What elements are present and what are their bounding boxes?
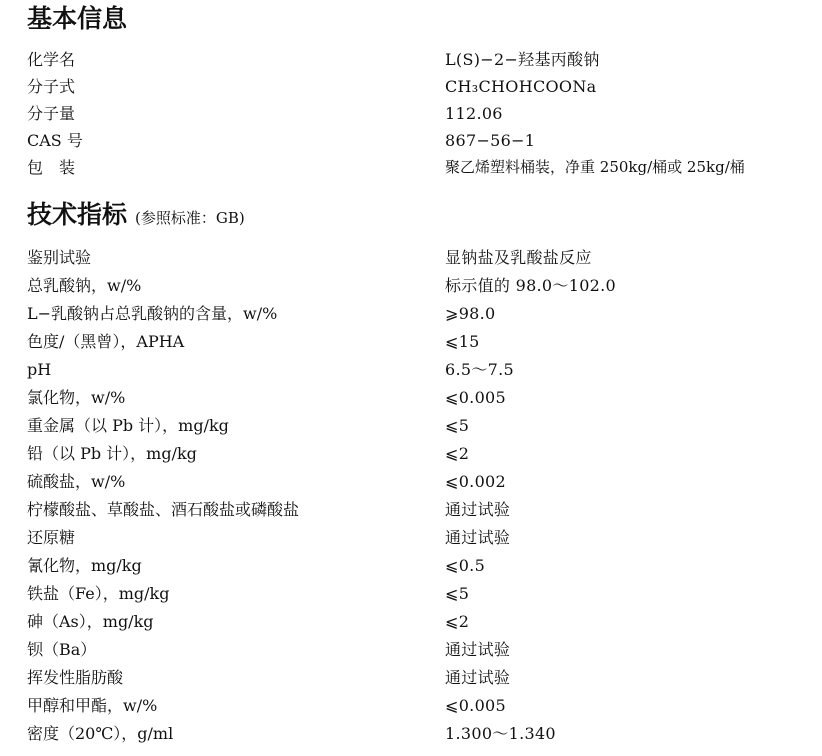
row-value: 通过试验 — [445, 528, 511, 547]
row-label: 密度（20℃），g/ml — [27, 724, 174, 743]
spec-row — [0, 468, 822, 496]
row-label: 硫酸盐，w/% — [27, 472, 126, 491]
basic-info-row-formula — [0, 73, 822, 100]
spec-row — [0, 272, 822, 300]
row-label: 甲醇和甲酯，w/% — [27, 696, 158, 715]
row-label: 铅（以 Pb 计），mg/kg — [27, 444, 197, 463]
row-label: pH — [27, 360, 52, 379]
basic-info-list — [0, 46, 822, 181]
basic-info-title — [27, 4, 127, 34]
row-label: 氰化物，mg/kg — [27, 556, 142, 575]
row-label: 砷（As），mg/kg — [27, 612, 154, 631]
row-label: 总乳酸钠，w/% — [27, 276, 142, 295]
row-value: ⩽0.005 — [445, 696, 507, 715]
basic-info-title-text: 基本信息 — [27, 4, 128, 33]
row-value: 显钠盐及乳酸盐反应 — [445, 248, 592, 267]
row-value: 112.06 — [445, 104, 503, 123]
row-value: L(S)−2−羟基丙酸钠 — [445, 50, 600, 69]
spec-row — [0, 440, 822, 468]
spec-row — [0, 300, 822, 328]
row-value: 867−56−1 — [445, 131, 536, 150]
basic-info-row-chemical-name — [0, 46, 822, 73]
row-label: 分子式 — [27, 77, 76, 96]
row-value: CH₃CHOHCOONa — [445, 77, 597, 96]
spec-row — [0, 356, 822, 384]
row-label: 挥发性脂肪酸 — [27, 668, 124, 687]
row-label: CAS 号 — [27, 131, 83, 150]
row-value: 1.300～1.340 — [445, 724, 556, 743]
spec-row — [0, 636, 822, 664]
tech-spec-list — [0, 244, 822, 748]
row-label: 色度/（黑曾），APHA — [27, 332, 185, 351]
tech-spec-subtitle: (参照标准：GB) — [135, 209, 245, 227]
row-label: 化学名 — [27, 50, 76, 69]
row-value: 通过试验 — [445, 640, 511, 659]
row-label: 铁盐（Fe），mg/kg — [27, 584, 170, 603]
tech-spec-title-text: 技术指标 — [27, 200, 128, 229]
row-label: 还原糖 — [27, 528, 76, 547]
spec-row — [0, 692, 822, 720]
spec-row — [0, 580, 822, 608]
row-value: 6.5～7.5 — [445, 360, 514, 379]
spec-row — [0, 412, 822, 440]
row-label: 柠檬酸盐、草酸盐、酒石酸盐或磷酸盐 — [27, 500, 300, 519]
row-label: 氯化物，w/% — [27, 388, 126, 407]
row-value: ⩽2 — [445, 612, 470, 631]
row-label: 重金属（以 Pb 计），mg/kg — [27, 416, 229, 435]
row-value: ⩾98.0 — [445, 304, 496, 323]
row-value: 标示值的 98.0～102.0 — [445, 276, 617, 295]
row-label: 钡（Ba） — [27, 640, 97, 659]
spec-row — [0, 384, 822, 412]
row-value: ⩽0.002 — [445, 472, 507, 491]
row-label: L−乳酸钠占总乳酸钠的含量，w/% — [27, 304, 278, 323]
row-value: ⩽15 — [445, 332, 480, 351]
spec-row — [0, 608, 822, 636]
row-value: ⩽5 — [445, 584, 470, 603]
row-value: ⩽2 — [445, 444, 470, 463]
spec-row — [0, 328, 822, 356]
spec-row — [0, 524, 822, 552]
row-value: 聚乙烯塑料桶装，净重 250kg/桶或 25kg/桶 — [445, 158, 745, 176]
row-label: 分子量 — [27, 104, 76, 123]
basic-info-row-packaging — [0, 154, 822, 181]
row-value: 通过试验 — [445, 668, 511, 687]
basic-info-row-molecular-weight — [0, 100, 822, 127]
spec-row — [0, 720, 822, 748]
spec-row — [0, 552, 822, 580]
row-value: ⩽0.005 — [445, 388, 507, 407]
tech-spec-title — [27, 200, 245, 233]
row-label: 鉴别试验 — [27, 248, 92, 267]
spec-row — [0, 664, 822, 692]
row-label: 包 装 — [27, 158, 76, 177]
basic-info-row-cas — [0, 127, 822, 154]
row-value: 通过试验 — [445, 500, 511, 519]
row-value: ⩽0.5 — [445, 556, 486, 575]
spec-row — [0, 244, 822, 272]
row-value: ⩽5 — [445, 416, 470, 435]
spec-row — [0, 496, 822, 524]
